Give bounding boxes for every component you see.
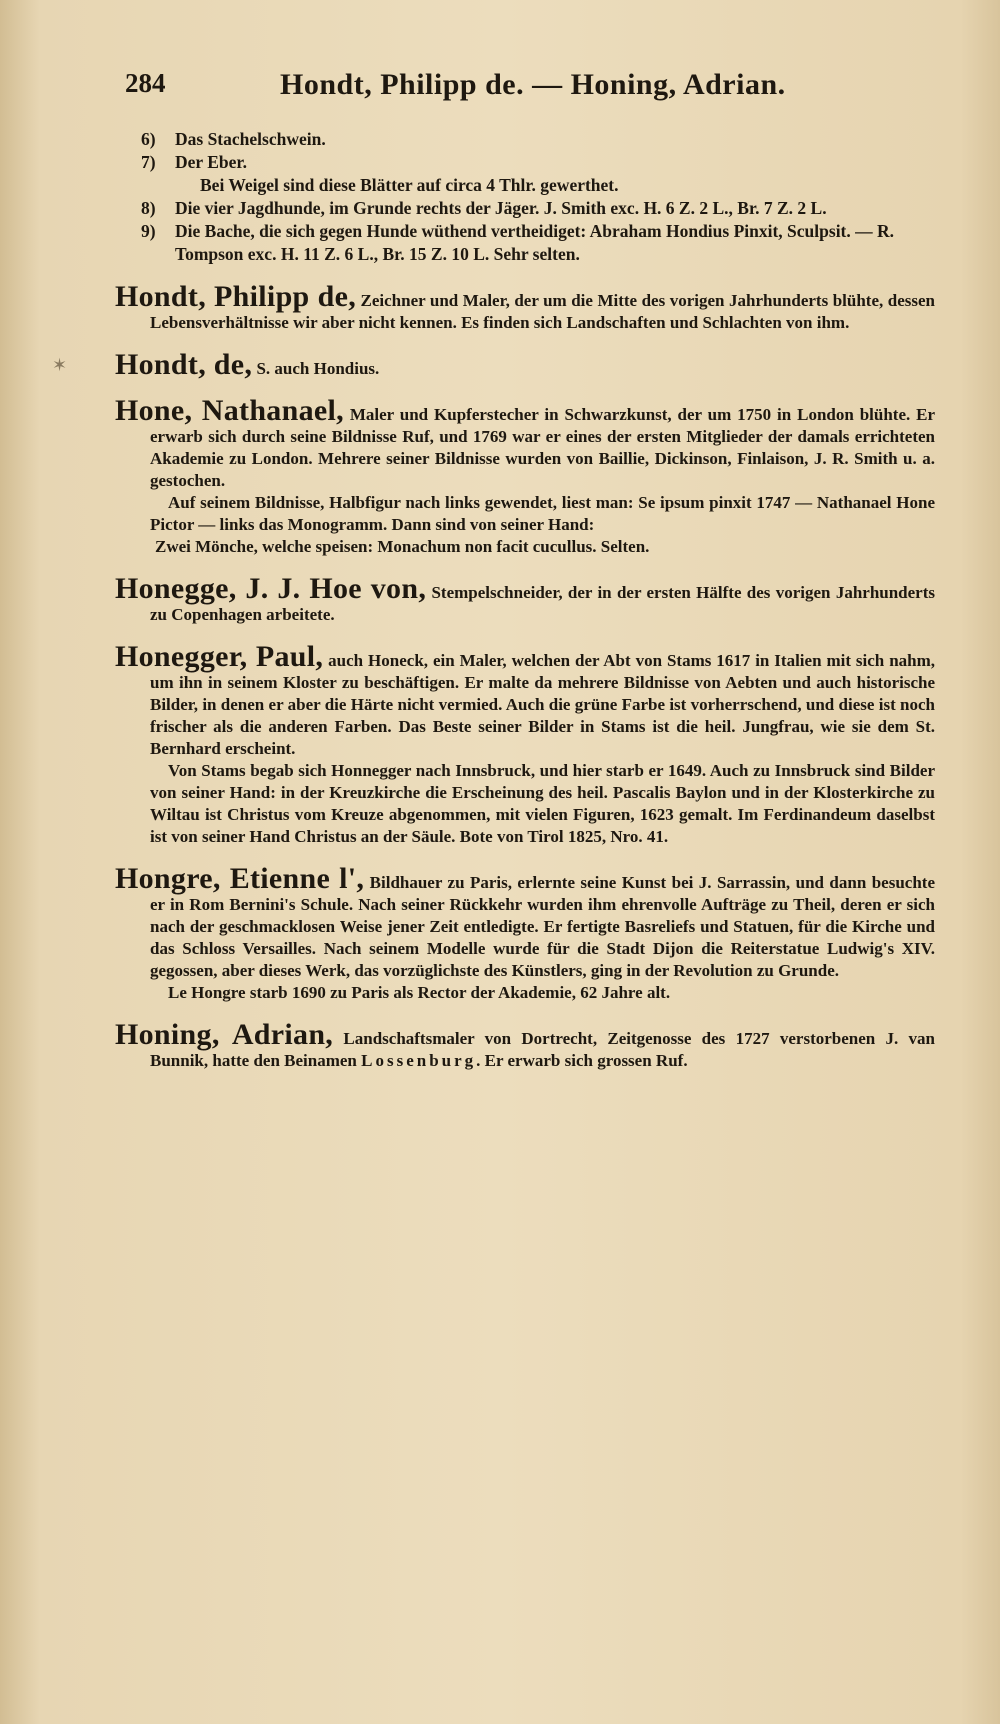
entry-hondt-philipp [115, 280, 935, 334]
entry-text: auch Honeck, ein Maler, welchen der Abt von Stams 1617 in Italien mit sich nahm, um ihn in seinem Kloster zu beschäftigen. Er malte da mehrere Bildnisse von Aebten und auch historische Bilder, in denen er aber die Härte nicht vermied. Auch die grüne Farbe ist vorherrschend, und diese ist noch frischer als die anderen Farben. Das Beste seiner Bilder in Stams ist die heil. Jungfrau, wie sie dem St. Bernhard erscheint. [150, 651, 936, 758]
entry-text: S. auch Hondius. [256, 359, 380, 378]
entry-paragraph: Auf seinem Bildnisse, Halbfigur nach links gewendet, liest man: Se ipsum pinxit 1747 — Nathanael Hone Pictor — links das Monogramm. Dann sind von seiner Hand: [150, 493, 935, 534]
sub-item-9: 9) Die Bache, die sich gegen Hunde wüthend vertheidiget: Abraham Hondius Pinxit, Sculpsit. — R. Tompson exc. H. 11 Z. 6 L., Br. 15 Z. 10 L. Sehr selten. [141, 221, 895, 264]
entry-paragraph: Le Hongre starb 1690 zu Paris als Rector der Akademie, 62 Jahre alt. [168, 983, 671, 1002]
entry-honegge [115, 572, 936, 626]
entry-hongre-etienne [115, 862, 935, 982]
entry-honing-adrian [115, 1018, 936, 1072]
sub-item-8: 8) Die vier Jagdhunde, im Grunde rechts der Jäger. J. Smith exc. H. 6 Z. 2 L., Br. 7 Z. 2 L. [141, 198, 827, 218]
page-number: 284 [125, 68, 166, 98]
entry-heading: Hondt, de, [115, 348, 253, 381]
entry-hondt-de [115, 348, 935, 381]
entry-heading: Honing, Adrian, [115, 1018, 334, 1051]
entry-text: Maler und Kupferstecher in Schwarzkunst, der um 1750 in London blühte. Er erwarb sich durch seine Bildnisse Ruf, und 1769 war er eines der ersten Mitglieder der damals errichteten Akademie zu London. Mehrere seiner Bildnisse wurden von Baillie, Dickinson, Finlaison, J. R. Smith u. a. gestochen. [150, 405, 936, 490]
entry-text: Landschaftsmaler von Dortrecht, Zeitgenosse des 1727 verstorbenen J. van Bunnik, hatte den Beinamen [150, 1029, 936, 1070]
entry-work-item: Zwei Mönche, welche speisen: Monachum non facit cucullus. Selten. [155, 537, 650, 556]
margin-mark-icon: ✶ [52, 355, 68, 376]
page-content [115, 128, 935, 1072]
entry-heading: Hongre, Etienne l', [115, 862, 365, 895]
sub-item-7: 7) Der Eber. [141, 152, 247, 172]
sub-item-6: 6) Das Stachelschwein. [141, 129, 326, 149]
entry-honegger-paul [115, 640, 936, 760]
entry-spaced-name: Lossenburg [361, 1051, 477, 1070]
running-title: Hondt, Philipp de. — Honing, Adrian. [280, 68, 786, 101]
entry-hone-nathanael [115, 394, 936, 492]
entry-paragraph: Von Stams begab sich Honnegger nach Innsbruck, und hier starb er 1649. Auch zu Innsbruck sind Bilder von seiner Hand: in der Kreuzkirche die Erscheinung des heil. Pascalis Baylon und in der Klosterkirche zu Wiltau ist Christus vom Kreuze abgenommen, mit vielen Figuren, 1623 gemalt. Im Ferdinandeum daselbst ist von seiner Hand Christus an der Säule. Bote von Tirol 1825, Nro. 41. [150, 761, 935, 846]
entry-heading: Honegger, Paul, [115, 640, 324, 673]
entry-heading: Honegge, J. J. Hoe von, [115, 572, 427, 605]
entry-text: Stempelschneider, der in der ersten Hälfte des vorigen Jahrhunderts zu Copenhagen arbeitete. [150, 583, 936, 624]
sub-item-note: Bei Weigel sind diese Blätter auf circa 4 Thlr. gewerthet. [200, 175, 619, 195]
page-header [125, 68, 905, 108]
entry-text: Bildhauer zu Paris, erlernte seine Kunst bei J. Sarrassin, und dann besuchte er in Rom Bernini's Schule. Nach seiner Rückkehr wurden ihm ehrenvolle Aufträge zu Theil, deren er sich nach der geschmacklosen Weise jener Zeit entledigte. Er fertigte Basreliefs und Statuen, für die Kirche und das Schloss Versailles. Nach seinem Modelle wurde für die Stadt Dijon die Reiterstatue Ludwig's XIV. gegossen, aber dieses Werk, das vorzüglichste des Künstlers, ging in der Revolution zu Grunde. [150, 873, 935, 980]
entry-heading: Hone, Nathanael, [115, 394, 344, 427]
entry-text-tail: . Er erwarb sich grossen Ruf. [476, 1051, 688, 1070]
entry-text: Zeichner und Maler, der um die Mitte des vorigen Jahrhunderts blühte, dessen Lebensverhältnisse wir aber nicht kennen. Es finden sich Landschaften und Schlachten von ihm. [150, 291, 935, 332]
entry-heading: Hondt, Philipp de, [115, 280, 357, 313]
